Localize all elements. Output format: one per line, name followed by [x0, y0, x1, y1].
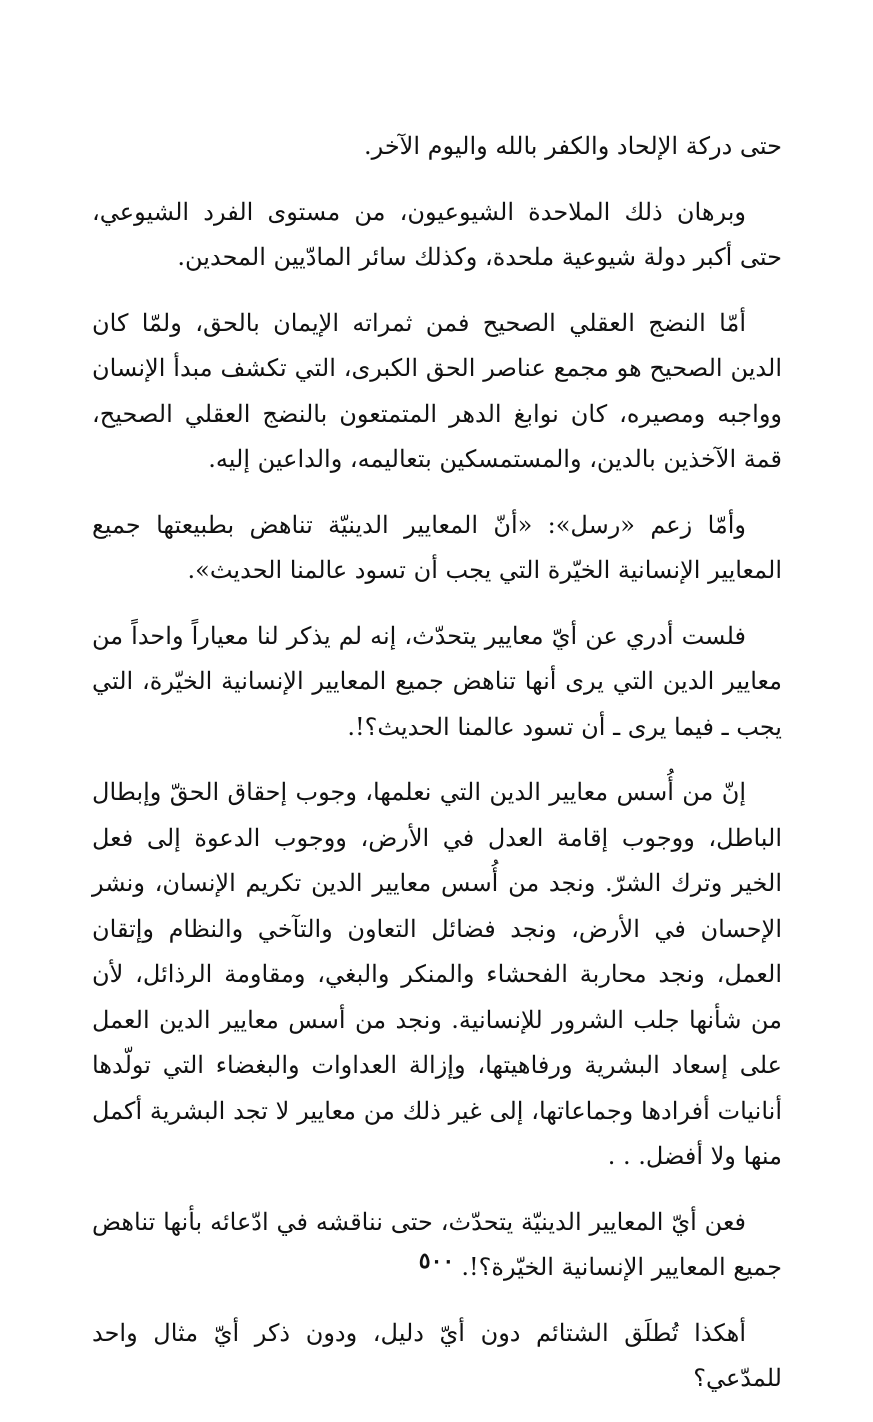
paragraph-1: حتى دركة الإلحاد والكفر بالله واليوم الآخر. [363, 132, 782, 160]
paragraph-3: أمّا النضج العقلي الصحيح فمن ثمراته الإيمان بالحق، ولمّا كان الدين الصحيح هو مجمع عناصر الحق الكبرى، التي تكشف مبدأ الإنسان وواجبه ومصيره، كان نوابغ الدهر المتمتعون بالنضج العقلي الصحيح، قمة الآخذين بالدين، والمستمسكين بتعاليمه، والداعين إليه. [92, 308, 782, 473]
paragraph-6: إنّ من أُسس معايير الدين التي نعلمها، وجوب إحقاق الحقّ وإبطال الباطل، ووجوب إقامة العدل في الأرض، ووجوب الدعوة إلى فعل الخير وترك الشرّ. ونجد من أُسس معايير الدين تكريم الإنسان، ونشر الإحسان في الأرض، ونجد فضائل التعاون والتآخي والنظام وإتقان العمل، ونجد محاربة الفحشاء والمنكر والبغي، ومقاومة الرذائل، لأن من شأنها جلب الشرور للإنسانية. ونجد من أسس معايير الدين العمل على إسعاد البشرية ورفاهيتها، وإزالة العداوات والبغضاء التي تولّدها أنانيات أفرادها وجماعاتها، إلى غير ذلك من معايير لا تجد البشرية أكمل منها ولا أفضل. . . [92, 778, 782, 1170]
paragraph-5: فلست أدري عن أيّ معايير يتحدّث، إنه لم يذكر لنا معياراً واحداً من معايير الدين التي يرى أنها تناهض جميع المعايير الإنسانية الخيّرة، التي يجب ـ فيما يرى ـ أن تسود عالمنا الحديث؟!. [92, 621, 782, 741]
page-number: ٥٠٠ [418, 1248, 455, 1274]
paragraph-2: وبرهان ذلك الملاحدة الشيوعيون، من مستوى الفرد الشيوعي، حتى أكبر دولة شيوعية ملحدة، وكذلك سائر المادّيين المحدين. [92, 197, 782, 271]
page-body [92, 124, 782, 1422]
paragraph-8: أهكذا تُطلَق الشتائم دون أيّ دليل، ودون ذكر أيّ مثال واحد للمدّعي؟ [92, 1318, 782, 1392]
paragraph-7: فعن أيّ المعايير الدينيّة يتحدّث، حتى نناقشه في ادّعائه بأنها تناهض جميع المعايير الإنسانية الخيّرة؟!. [92, 1207, 782, 1281]
paragraph-4: وأمّا زعم «رسل»: «أنّ المعايير الدينيّة تناهض بطبيعتها جميع المعايير الإنسانية الخيّرة التي يجب أن تسود عالمنا الحديث». [92, 510, 782, 584]
